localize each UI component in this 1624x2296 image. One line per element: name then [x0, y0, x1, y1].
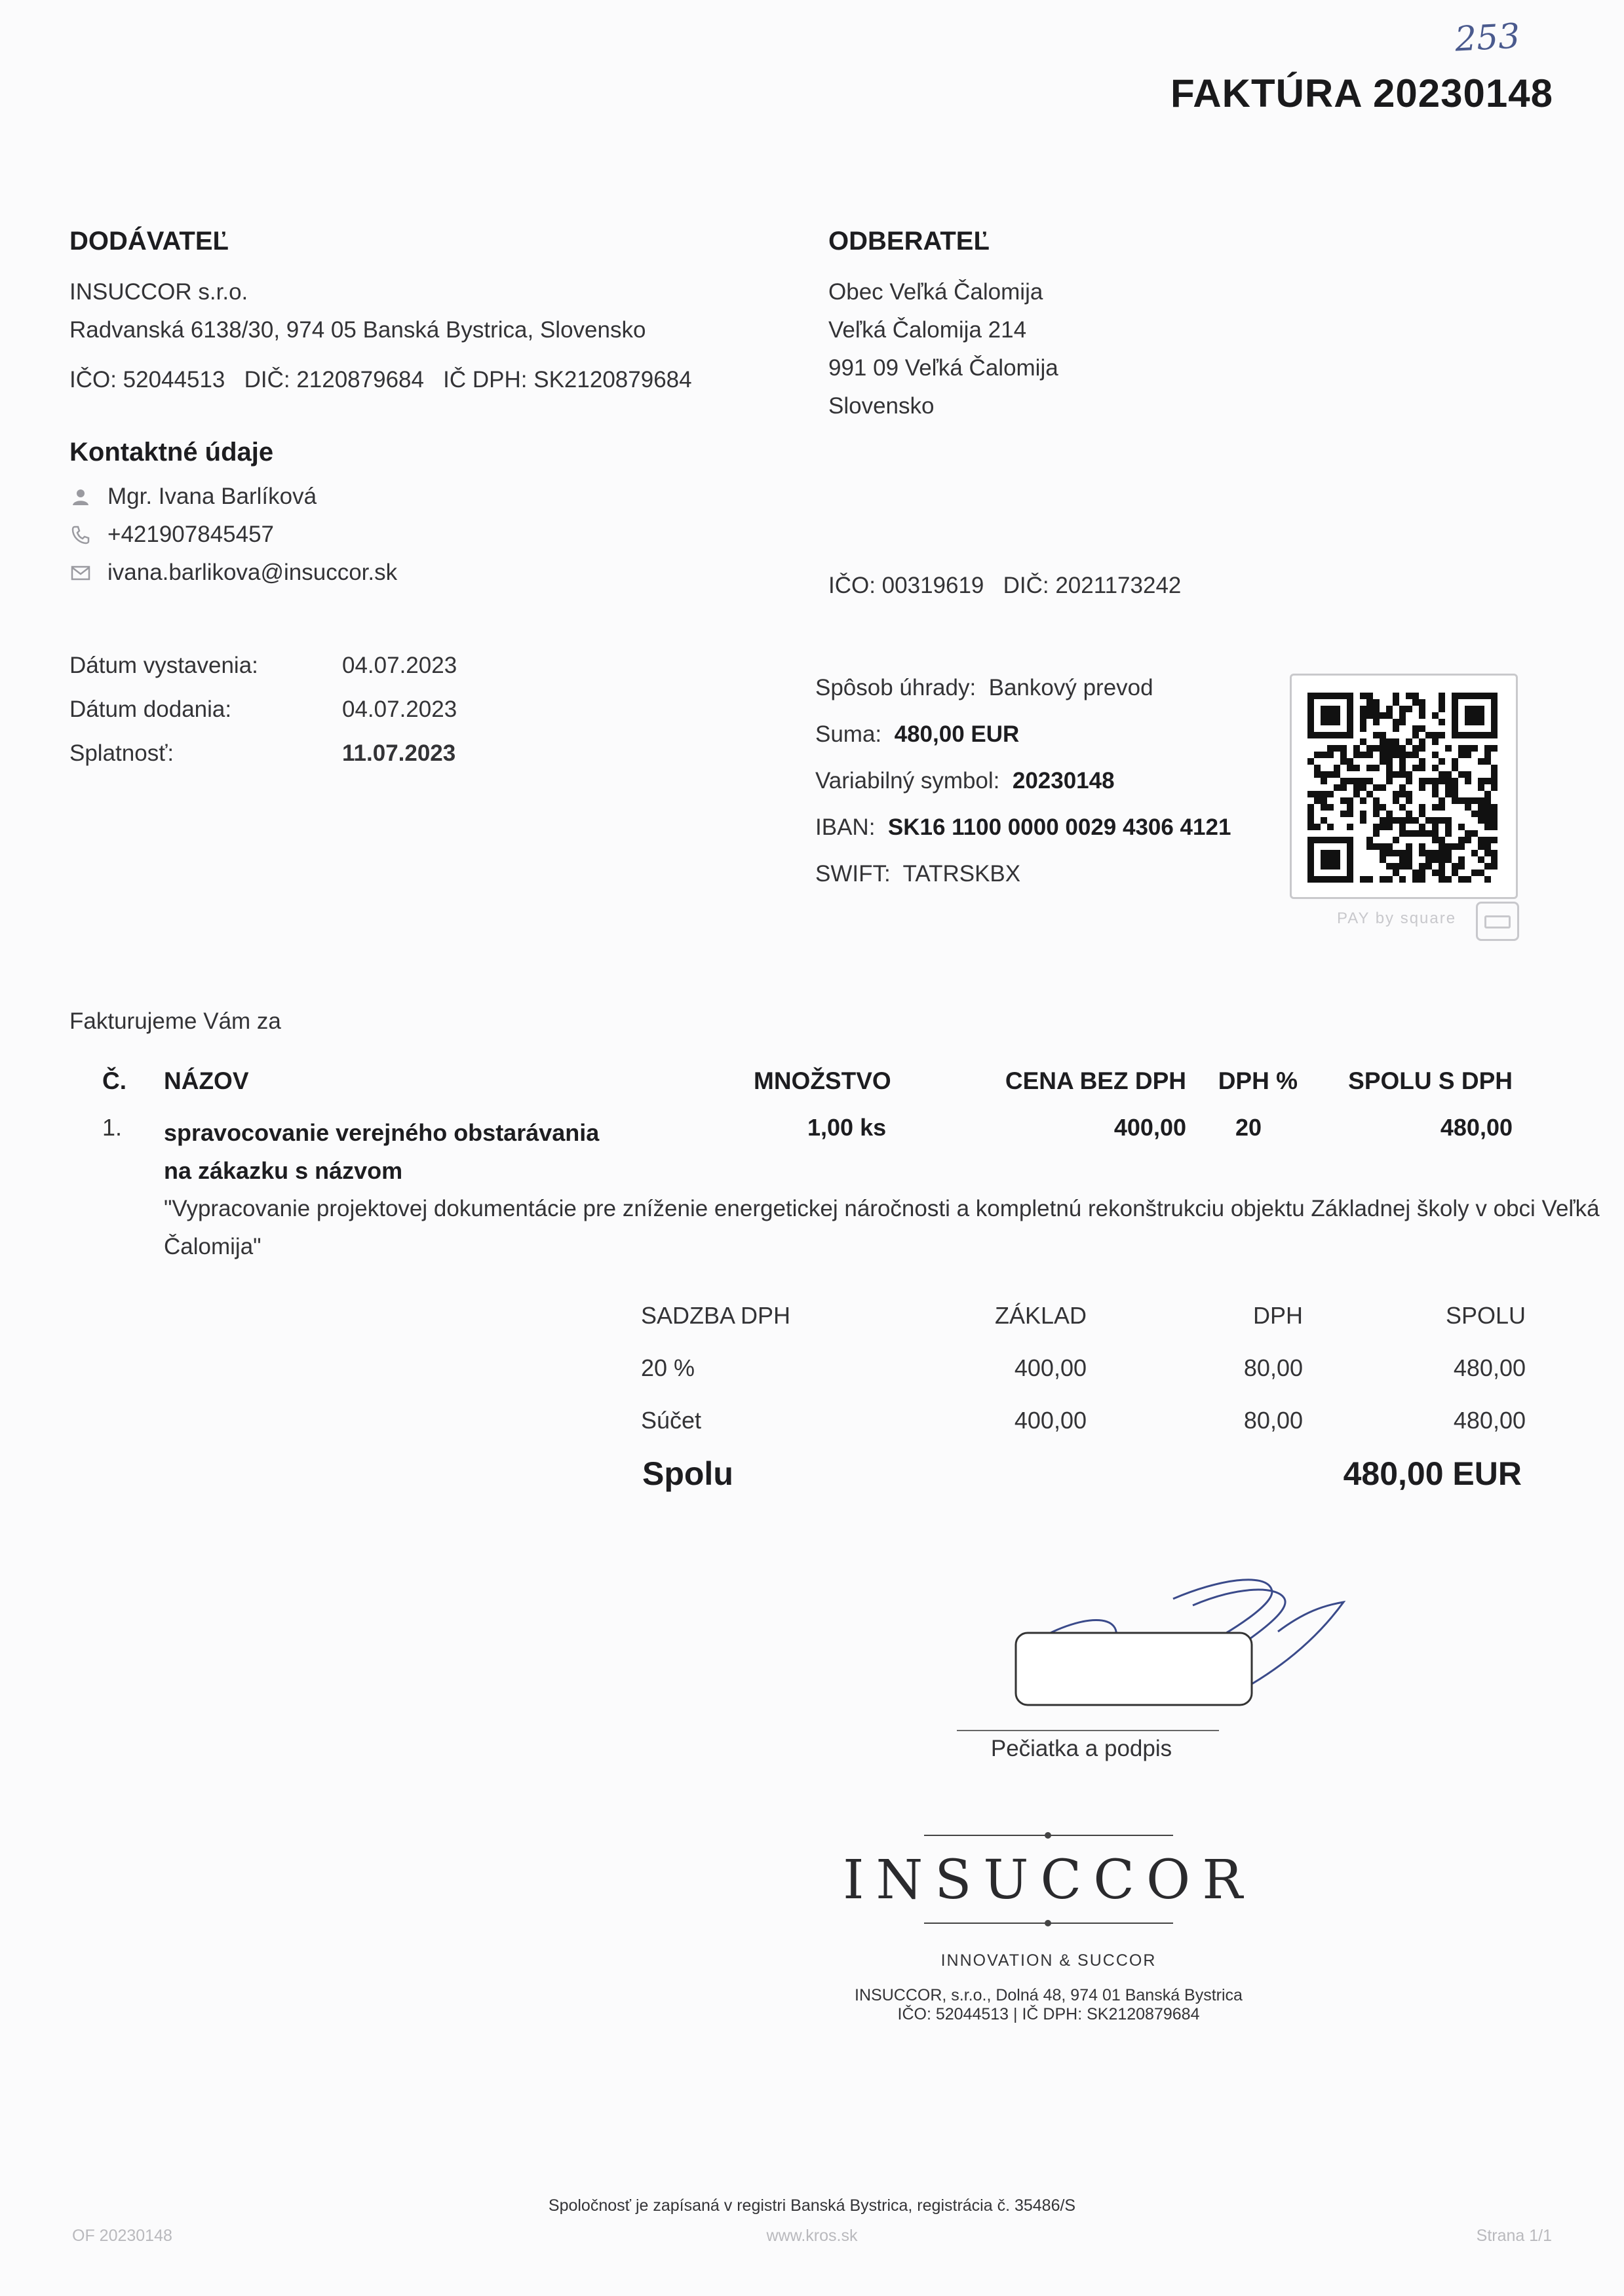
item-price: 400,00: [1113, 1114, 1186, 1141]
date-delivery-value: 04.07.2023: [342, 696, 457, 722]
payment-swift-label: SWIFT:: [815, 861, 891, 887]
payment-qr-code: [1290, 674, 1518, 899]
contact-phone[interactable]: +421907845457: [107, 522, 275, 547]
item-name: [164, 1114, 754, 1190]
col-name: NÁZOV: [164, 1067, 249, 1094]
payment-vs: 20230148: [1012, 768, 1115, 794]
supplier-name: INSUCCOR s.r.o.: [69, 279, 248, 305]
payment-vs-label: Variabilný symbol:: [815, 768, 1000, 794]
customer-line1: Obec Veľká Čalomija: [828, 279, 1043, 305]
phone-icon: [69, 524, 92, 546]
invoice-title: FAKTÚRA 20230148: [1170, 71, 1553, 115]
col-vat: DPH %: [1218, 1067, 1298, 1094]
contact-heading: Kontaktné údaje: [69, 438, 274, 467]
item-name-line1: spravocovanie verejného obstarávania: [164, 1119, 600, 1146]
contact-person: Mgr. Ivana Barlíková: [107, 484, 317, 509]
contact-person-row: [69, 478, 397, 516]
col-qty: MNOŽSTVO: [754, 1067, 891, 1094]
date-due-value: 11.07.2023: [342, 740, 456, 766]
date-issued-value: 04.07.2023: [342, 652, 457, 678]
email-icon: [69, 562, 92, 584]
company-stamp: [819, 1828, 1278, 2024]
footer-page: Strana 1/1: [1476, 2227, 1552, 2245]
vat-r2-base: 400,00: [1014, 1407, 1087, 1434]
date-delivery-row: [69, 687, 457, 731]
item-vat: 20: [1235, 1114, 1262, 1141]
payment-swift: TATRSKBX: [902, 861, 1021, 887]
col-total: SPOLU S DPH: [1348, 1067, 1513, 1094]
payment-sum-row: [815, 711, 1231, 757]
vat-r1-base: 400,00: [1014, 1354, 1087, 1381]
customer-dic: DIČ: 2021173242: [1003, 573, 1182, 598]
vat-h-total: SPOLU: [1445, 1302, 1526, 1329]
payment-sum: 480,00 EUR: [894, 721, 1020, 747]
dates-table: [69, 643, 457, 775]
contact-phone-row: [69, 516, 397, 554]
supplier-address: Radvanská 6138/30, 974 05 Banská Bystrica, Slovensko: [69, 317, 646, 343]
supplier-section: [69, 227, 692, 399]
supplier-heading: DODÁVATEĽ: [69, 227, 229, 256]
vat-r1-total: 480,00: [1453, 1354, 1526, 1381]
item-total: 480,00: [1440, 1114, 1513, 1141]
customer-heading: ODBERATEĽ: [828, 227, 990, 256]
footer-doc-id: OF 20230148: [72, 2227, 172, 2245]
items-intro: Fakturujeme Vám za: [69, 1008, 281, 1034]
contact-email-row: [69, 554, 397, 592]
vat-summary-row: [641, 1342, 1526, 1394]
vat-r1-vat: 80,00: [1243, 1354, 1303, 1381]
payment-swift-row: [815, 851, 1231, 897]
payment-method: Bankový prevod: [988, 675, 1153, 700]
vat-h-vat: DPH: [1252, 1302, 1303, 1329]
date-due-row: [69, 731, 457, 775]
stamp-logo: INSUCCOR: [843, 1849, 1254, 1911]
vat-summary-header: [641, 1290, 1526, 1342]
payment-method-label: Spôsob úhrady:: [815, 675, 976, 700]
vat-r1-rate: 20 %: [641, 1354, 695, 1381]
footer-web[interactable]: www.kros.sk: [766, 2227, 858, 2245]
customer-line4: Slovensko: [828, 393, 935, 419]
customer-line3: 991 09 Veľká Čalomija: [828, 355, 1058, 381]
col-no: Č.: [102, 1067, 126, 1094]
item-no: 1.: [102, 1114, 123, 1141]
qr-pattern: [1307, 693, 1501, 883]
stamp-ids: IČO: 52044513 | IČ DPH: SK2120879684: [897, 2005, 1200, 2023]
payby-square-icon: [1476, 902, 1519, 941]
customer-section: [828, 227, 1058, 425]
payment-vs-row: [815, 757, 1231, 804]
supplier-ids: [69, 361, 692, 399]
stamp-bottom-rule: [819, 1913, 1278, 1933]
vat-r2-vat: 80,00: [1243, 1407, 1303, 1434]
date-delivery-label: Dátum dodania:: [69, 696, 232, 722]
customer-ids: [828, 567, 1181, 605]
items-header: [69, 1062, 1537, 1101]
vat-summary-table: [641, 1290, 1526, 1447]
signature: [1003, 1573, 1370, 1743]
handwritten-number: 253: [1454, 16, 1521, 60]
item-description: "Vypracovanie projektovej dokumentácie pre zníženie energetickej náročnosti a kompletnú rekonštrukciu objektu Základnej školy v obci Veľká Čalomija": [164, 1196, 1600, 1259]
col-price: CENA BEZ DPH: [1005, 1067, 1186, 1094]
customer-line2: Veľká Čalomija 214: [828, 317, 1027, 343]
item-row: [69, 1114, 1600, 1266]
contact-email[interactable]: ivana.barlikova@insuccor.sk: [107, 560, 398, 585]
vat-h-base: ZÁKLAD: [994, 1302, 1087, 1329]
payment-sum-label: Suma:: [815, 721, 882, 747]
supplier-icdph: IČ DPH: SK2120879684: [443, 367, 692, 392]
item-qty: 1,00 ks: [807, 1114, 887, 1141]
customer-ico: IČO: 00319619: [828, 573, 984, 598]
grand-total-label: Spolu: [642, 1455, 733, 1492]
date-due-label: Splatnosť:: [69, 740, 174, 766]
date-issued-row: [69, 643, 457, 687]
payment-section: [815, 664, 1231, 897]
payment-iban-label: IBAN:: [815, 814, 876, 840]
grand-total-value: 480,00 EUR: [1343, 1455, 1522, 1492]
payment-iban: SK16 1100 0000 0029 4306 4121: [887, 814, 1231, 840]
stamp-tagline: INNOVATION & SUCCOR: [940, 1951, 1157, 1970]
item-name-line2: na zákazku s názvom: [164, 1157, 403, 1184]
stamp-address: INSUCCOR, s.r.o., Dolná 48, 974 01 Banská Bystrica: [855, 1986, 1243, 2004]
stamp-top-rule: [819, 1828, 1278, 1841]
footer-registry: Spoločnosť je zapísaná v registri Banská Bystrica, registrácia č. 35486/S: [548, 2196, 1076, 2215]
date-issued-label: Dátum vystavenia:: [69, 652, 258, 678]
payby-square-label: PAY by square: [1337, 909, 1457, 927]
supplier-ico: IČO: 52044513: [69, 367, 225, 392]
vat-summary-row: [641, 1394, 1526, 1447]
signature-label: Pečiatka a podpis: [990, 1736, 1172, 1761]
vat-h-rate: SADZBA DPH: [641, 1302, 791, 1329]
payment-iban-row: [815, 804, 1231, 851]
payment-method-row: [815, 664, 1231, 711]
person-icon: [69, 486, 92, 508]
vat-r2-total: 480,00: [1453, 1407, 1526, 1434]
vat-r2-rate: Súčet: [641, 1407, 702, 1434]
supplier-dic: DIČ: 2120879684: [244, 367, 424, 392]
contact-section: [69, 438, 397, 592]
